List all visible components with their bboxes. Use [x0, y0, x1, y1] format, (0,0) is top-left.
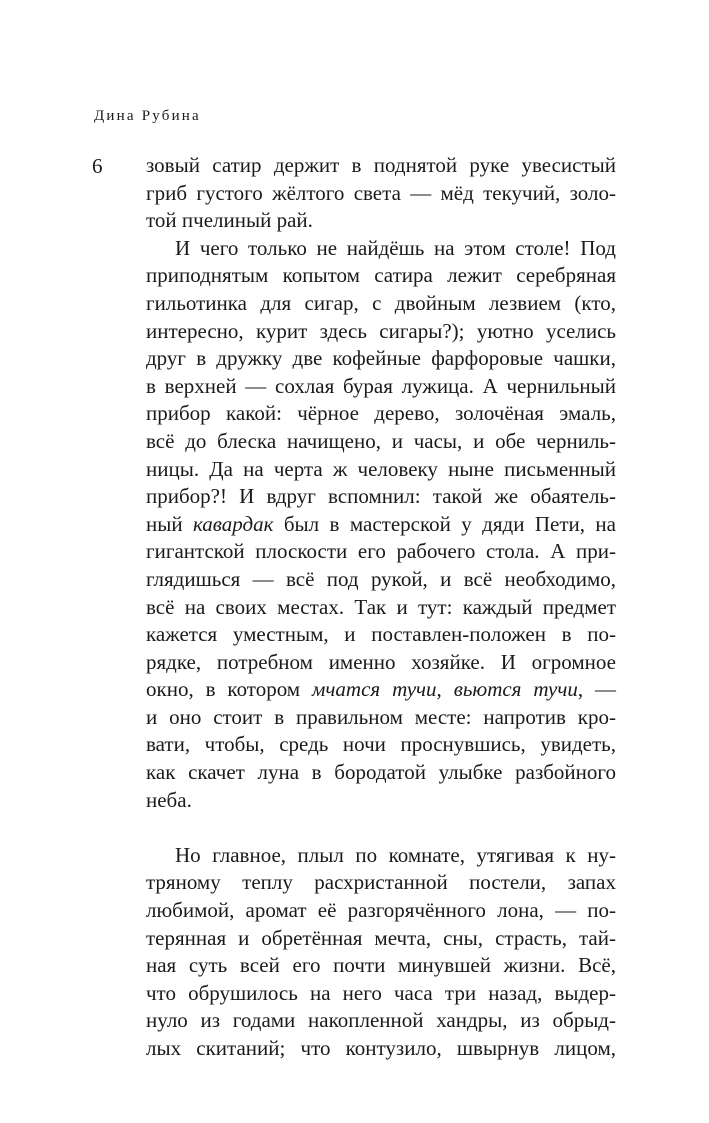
text-segment: ный — [146, 511, 193, 536]
text-line: тряному теплу расхристанной постели, запах — [146, 870, 616, 895]
text-line: друг в дружку две кофейные фарфоровые чашки, — [146, 346, 616, 371]
text-line: нуло из годами накопленной хандры, из обрыд- — [146, 1008, 616, 1033]
text-line: зовый сатир держит в поднятой руке увесистый — [146, 153, 616, 177]
text-line: кажется уместным, и поставлен-положен в по- — [146, 622, 616, 647]
text-line: как скачет луна в бородатой улыбке разбойного — [146, 760, 616, 785]
text-line: глядишься — всё под рукой, и всё необходимо, — [146, 566, 616, 591]
text-line — [146, 676, 616, 704]
text-line: терянная и обретённая мечта, сны, страсть, тай- — [146, 925, 616, 950]
text-line: и оно стоит в правильном месте: напротив кро- — [146, 704, 616, 729]
page-number: 6 — [92, 154, 103, 178]
text-line: любимой, аромат её разгорячённого лона, — по- — [146, 898, 616, 923]
text-line: всё до блеска начищено, и часы, и обе черниль- — [146, 428, 616, 453]
text-line: что обрушилось на него часа три назад, выдер- — [146, 980, 616, 1005]
text-line: прибор?! И вдруг вспомнил: такой же обаятель- — [146, 484, 616, 509]
text-line: той пчелиный рай. — [146, 208, 313, 233]
text-line: вати, чтобы, средь ночи проснувшись, увидеть, — [146, 732, 616, 757]
text-line — [146, 511, 616, 539]
text-segment: , — — [577, 677, 617, 702]
text-line: в верхней — сохлая бурая лужица. А чернильный — [146, 373, 616, 398]
text-line: гильотинка для сигар, с двойным лезвием (кто, — [146, 290, 616, 315]
section-break — [146, 814, 616, 842]
text-line: неба. — [146, 787, 192, 812]
text-line: И чего только не найдёшь на этом столе! Под — [175, 235, 616, 260]
text-line: рядке, потребном именно хозяйке. И огромное — [146, 649, 616, 674]
body-text — [146, 152, 616, 1063]
text-line: ная суть всей его почти минувшей жизни. Всё, — [146, 953, 616, 978]
text-line: всё на своих местах. Так и тут: каждый предмет — [146, 594, 616, 619]
text-line: Но главное, плыл по комнате, утягивая к ну- — [175, 842, 616, 867]
text-line: гриб густого жёлтого света — мёд текучий, золо- — [146, 180, 616, 205]
text-line: прибор какой: чёрное дерево, золочёная эмаль, — [146, 401, 616, 426]
italic-phrase: мчатся тучи, вьются тучи — [312, 677, 578, 702]
text-line: приподнятым копытом сатира лежит серебряная — [146, 263, 616, 288]
text-segment: окно, в котором — [146, 677, 312, 702]
running-header-author: Дина Рубина — [94, 108, 201, 124]
paragraph-3 — [146, 842, 616, 1063]
text-line: гигантской плоскости его рабочего стола. А при- — [146, 539, 616, 564]
text-line: интересно, курит здесь сигары?); уютно уселись — [146, 318, 616, 343]
italic-word: кавардак — [193, 511, 274, 536]
text-line: лых скитаний; что контузило, швырнув лицом, — [146, 1036, 616, 1060]
text-segment: был в мастерской у дяди Пети, на — [273, 511, 616, 536]
paragraph-1 — [146, 152, 616, 235]
text-line: ницы. Да на черта ж человеку ныне письменный — [146, 456, 616, 481]
paragraph-2 — [146, 235, 616, 814]
